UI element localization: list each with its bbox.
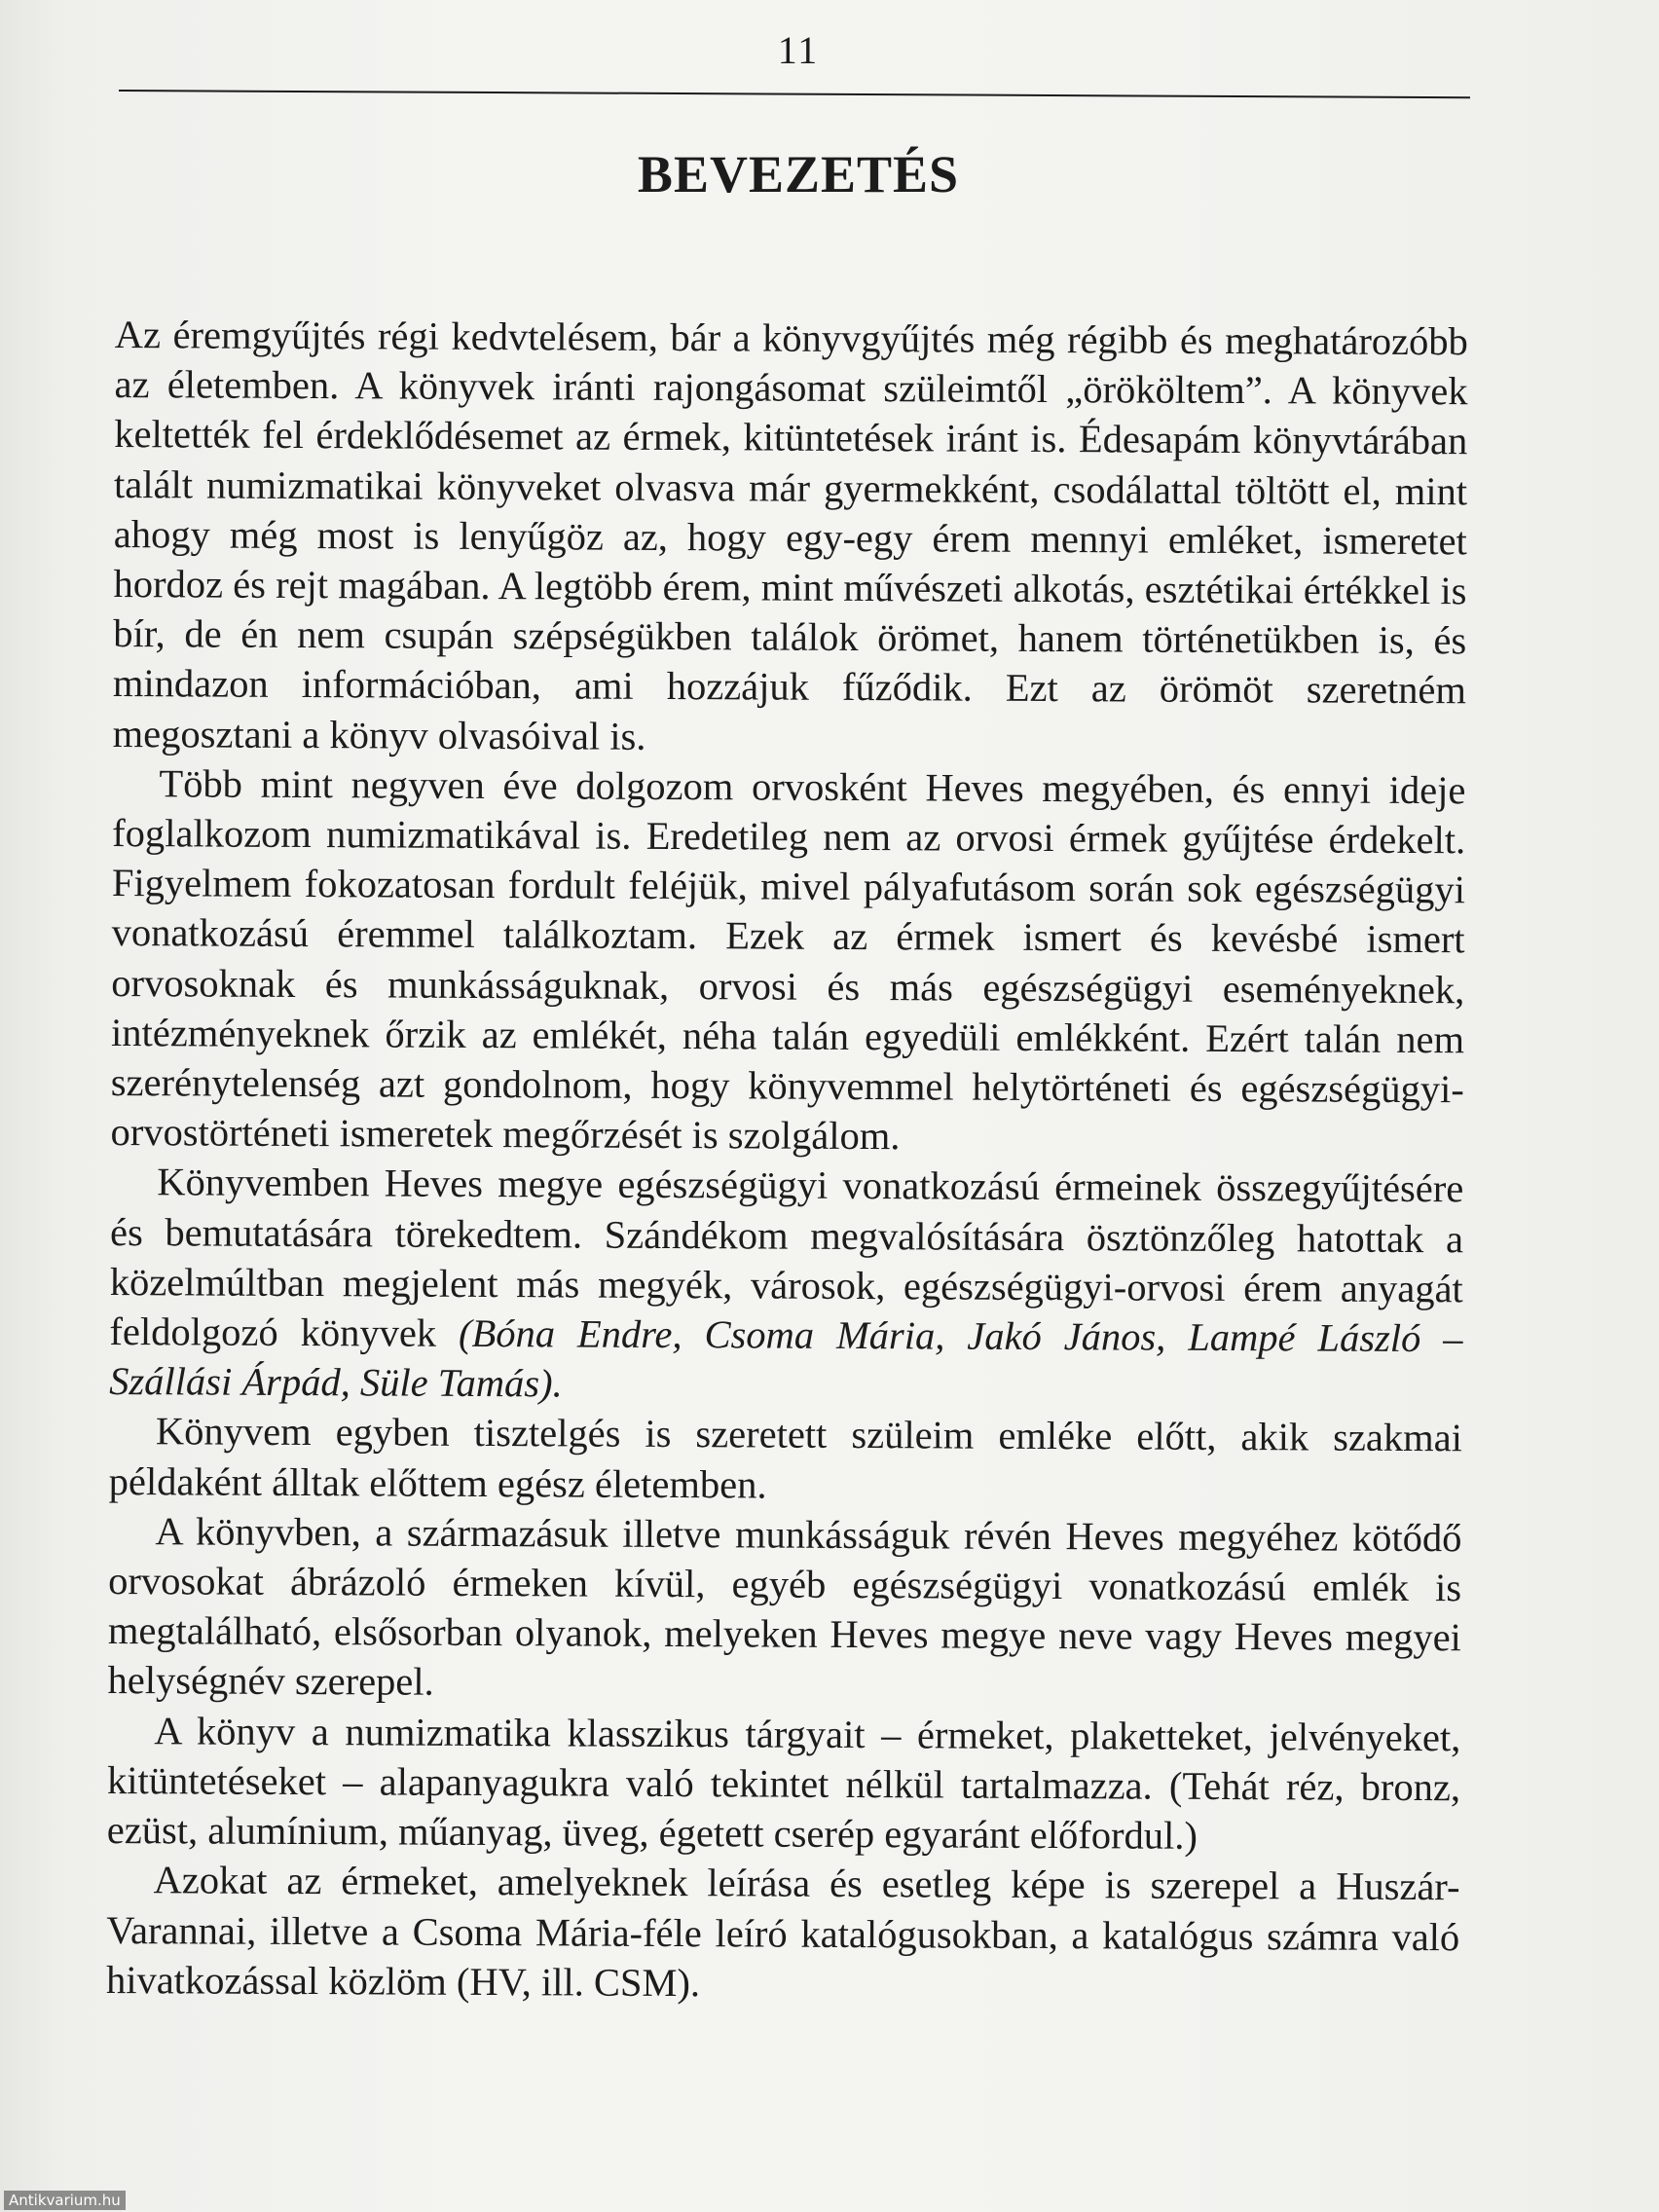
paragraph-5: A könyvben, a származásuk illetve munkásságuk révén Heves megyéhez kötődő orvosokat ábrázoló érmeken kívül, egyéb egészségügyi vonatkozású emlék is megtalálható, elsősorban olyanok, melyeken Heves megye neve vagy Heves megyei helységnév szerepel.	[107, 1509, 1462, 1705]
header-rule	[119, 90, 1470, 98]
paragraph-7: Azokat az érmeket, amelyeknek leírása és esetleg képe is szerepel a Huszár-Varannai, illetve a Csoma Mária-féle leíró katalógusokban, a katalógus számra való hivatkozással közlöm (HV, ill. CSM).	[105, 1858, 1460, 2005]
paragraph-3-citation: (Bóna Endre, Csoma Mária, Jakó János, Lampé László – Szállási Árpád, Süle Tamás).	[109, 1310, 1463, 1406]
paragraph-2: Több mint negyven éve dolgozom orvosként Heves megyében, és ennyi ideje foglalkozom numizmatikával is. Eredetileg nem az orvosi érmek gyűjtése érdekelt. Figyelmem fokozatosan fordult feléjük, mivel pályafutásom során sok egészségügyi vonatkozású éremmel találkoztam. Ezek az érmek ismert és kevésbé ismert orvosoknak és munkásságuknak, orvosi és más egészségügyi eseményeknek, intézményeknek őrzik az emlékét, néha talán egyedüli emlékként. Ezért talán nem szerénytelenség azt gondolnom, hogy könyvemmel helytörténeti és egészségügyi-orvostörténeti ismeretek megőrzését is szolgálom.	[110, 761, 1466, 1159]
paragraph-6: A könyv a numizmatika klasszikus tárgyait – érmeket, plaketteket, jelvényeket, kitüntetéseket – alapanyagukra való tekintet nélkül tartalmazza. (Tehát réz, bronz, ezüst, alumínium, műanyag, üveg, égetett cserép egyaránt előfordul.)	[106, 1708, 1461, 1858]
page-number: 11	[777, 28, 820, 72]
body-text	[106, 310, 1468, 2011]
paragraph-1: Az éremgyűjtés régi kedvtelésem, bár a könyvgyűjtés még régibb és meghatározóbb az életemben. A könyvek iránti rajongásomat szüleimtől „örököltem”. A könyvek keltették fel érdeklődésemet az érmek, kitüntetések iránt is. Édesapám könyvtárában talált numizmatikai könyveket olvasva már gyermekként, csodálattal töltött el, mint ahogy még most is lenyűgöz az, hogy egy-egy érem mennyi emléket, ismeretet hordoz és rejt magában. A legtöbb érem, mint művészeti alkotás, esztétikai értékkel is bír, de én nem csupán szépségükben találok örömet, hanem történetükben is, és mindazon információban, ami hozzájuk fűződik. Ezt az örömöt szeretném megosztani a könyv olvasóival is.	[112, 312, 1468, 758]
paragraph-3-text: Könyvemben Heves megye egészségügyi vonatkozású érmeinek összegyűjtésére és bemutatására törekedtem. Szándékom megvalósítására ösztönzőleg hatottak a közelmúltban megjelent más megyék, városok, egészségügyi-orvosi érem anyagát feldolgozó könyvek	[109, 1160, 1464, 1355]
chapter-title: BEVEZETÉS	[637, 145, 960, 203]
watermark-logo: Antikvarium.hu	[4, 2191, 126, 2210]
paragraph-4: Könyvem egyben tisztelgés is szeretett szüleim emléke előtt, akik szakmai példaként álltak előttem egész életemben.	[108, 1409, 1463, 1507]
paragraph-3	[109, 1157, 1463, 1413]
